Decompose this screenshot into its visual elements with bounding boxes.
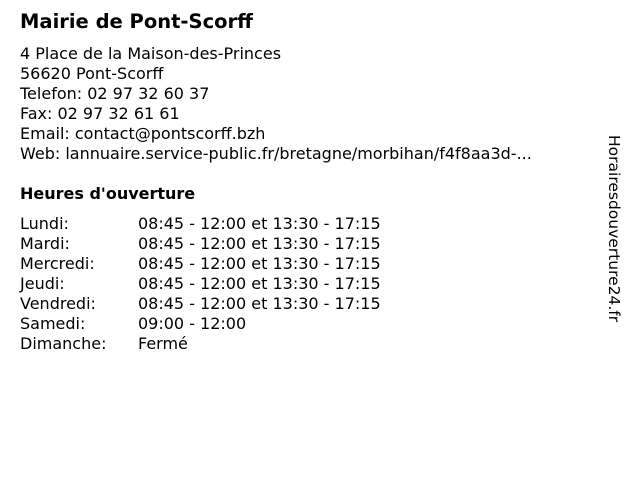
time-value: 08:45 - 12:00 et 13:30 - 17:15: [138, 214, 381, 233]
time-value: 08:45 - 12:00 et 13:30 - 17:15: [138, 254, 381, 273]
time-value: 09:00 - 12:00: [138, 314, 247, 333]
time-value: 08:45 - 12:00 et 13:30 - 17:15: [138, 294, 381, 313]
email-address: Email: contact@pontscorff.bzh: [20, 124, 266, 143]
fax-number: Fax: 02 97 32 61 61: [20, 104, 180, 123]
site-watermark: Horairesdouverture24.fr: [605, 135, 623, 323]
opening-hours-heading: Heures d'ouverture: [20, 184, 196, 203]
address-postal-city: 56620 Pont-Scorff: [20, 64, 164, 83]
contact-block: [20, 44, 532, 164]
page-title: Mairie de Pont-Scorff: [20, 10, 253, 33]
day-label: Mardi:: [20, 234, 70, 253]
day-label: Lundi:: [20, 214, 69, 233]
day-label: Samedi:: [20, 314, 86, 333]
day-label: Jeudi:: [20, 274, 65, 293]
day-label: Vendredi:: [20, 294, 96, 313]
phone-number: Telefon: 02 97 32 60 37: [20, 84, 210, 103]
time-value: 08:45 - 12:00 et 13:30 - 17:15: [138, 274, 381, 293]
website-link: Web: lannuaire.service-public.fr/bretagne/morbihan/f4f8aa3d-...: [20, 144, 532, 163]
day-label: Dimanche:: [20, 334, 107, 353]
time-value: 08:45 - 12:00 et 13:30 - 17:15: [138, 234, 381, 253]
address-street: 4 Place de la Maison-des-Princes: [20, 44, 282, 63]
time-value: Fermé: [138, 334, 188, 353]
day-label: Mercredi:: [20, 254, 95, 273]
